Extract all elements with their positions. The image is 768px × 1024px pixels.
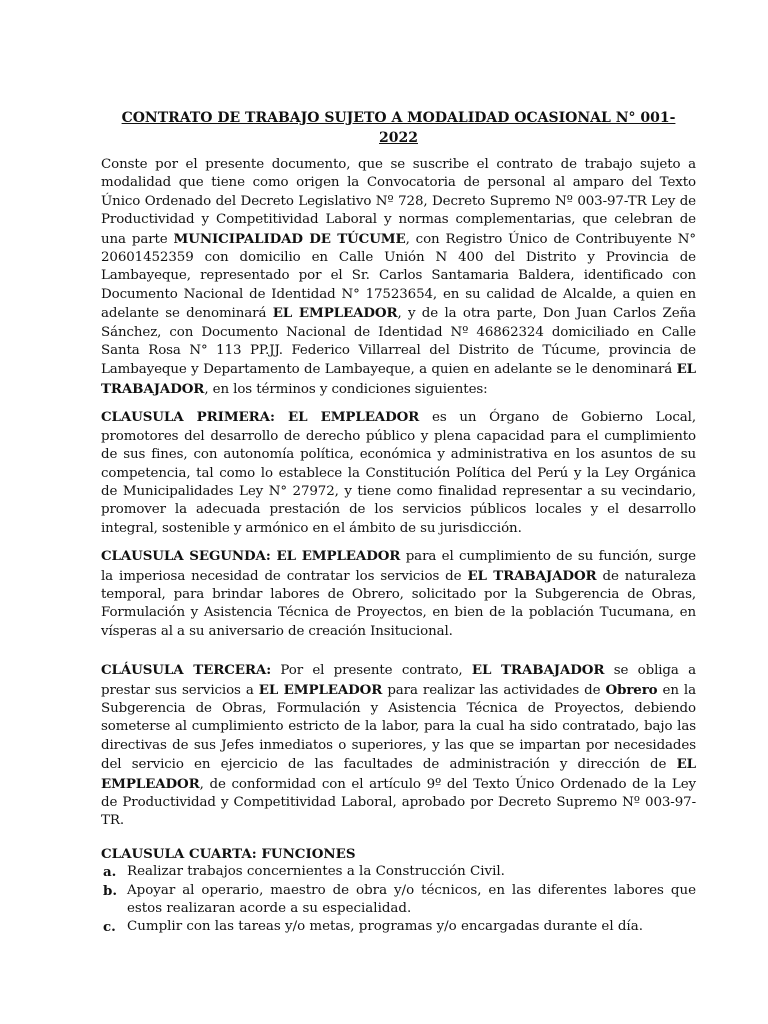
clause-second-bold-worker: EL TRABAJADOR	[467, 567, 597, 584]
list-item	[101, 863, 696, 881]
intro-paragraph	[101, 156, 696, 399]
clause-second-text-2: de naturaleza temporal, para brindar labores de Obrero, solicitado por la Subgerencia de Obras, Formulación y Asistencia Técnica de Proyectos, en bien de la población Tucumana, en vísperas al a su aniversario de creación Insitucional.	[101, 568, 696, 639]
list-item	[101, 918, 696, 936]
clause-fourth-heading: CLAUSULA CUARTA: FUNCIONES	[101, 845, 356, 862]
clause-third-heading: CLÁUSULA TERCERA:	[101, 662, 272, 679]
functions-list	[101, 863, 696, 937]
intro-bold-worker: EL TRABAJADOR	[101, 361, 696, 397]
intro-bold-municipality: MUNICIPALIDAD DE TÚCUME	[173, 230, 406, 247]
clause-third-text-5: , de conformidad con el artículo 9º del Texto Único Ordenado de la Ley de Productividad y Competitividad Laboral, aprobado por Decreto Supremo Nº 003-97-TR.	[101, 776, 696, 829]
clause-third-bold-worker: EL TRABAJADOR	[471, 662, 605, 679]
clause-third	[101, 661, 696, 831]
list-marker: b.	[103, 882, 118, 899]
list-item	[101, 882, 696, 919]
clause-third-bold-role: Obrero	[605, 681, 658, 698]
list-item-text: Apoyar al operario, maestro de obra y/o técnicos, en las diferentes labores que estos realizaran acorde a su especialidad.	[127, 882, 696, 917]
clause-third-text-4: en la Subgerencia de Obras, Formulación y Asistencia Técnica de Proyectos, debiendo someterse al cumplimiento estricto de la labor, para la cual ha sido contratado, bajo las directivas de sus Jefes inmediatos o superiores, y las que se impartan por necesidades del servicio en ejercicio de las facultades de administración y dirección de	[101, 682, 696, 773]
clause-second-heading: CLAUSULA SEGUNDA: EL EMPLEADOR	[101, 548, 401, 565]
list-marker: a.	[103, 864, 117, 881]
clause-first-text: es un Órgano de Gobierno Local, promotores del desarrollo de derecho público y plena capacidad para el cumplimiento de sus fines, con autonomía política, económica y administrativa en los asuntos de su competencia, tal como lo establece la Constitución Política del Perú y la Ley Orgánica de Municipalidades Ley N° 27972, y tiene como finalidad representar a su vecindario, promover la adecuada prestación de los servicios públicos locales y el desarrollo integral, sostenible y armónico en el ámbito de su jurisdicción.	[101, 410, 696, 536]
clause-third-bold-employer-2: EL EMPLEADOR	[101, 756, 696, 792]
list-item-text: Realizar trabajos concernientes a la Construcción Civil.	[127, 864, 505, 880]
clause-third-bold-employer: EL EMPLEADOR	[258, 681, 383, 698]
intro-bold-employer: EL EMPLEADOR	[272, 305, 398, 322]
contract-title: CONTRATO DE TRABAJO SUJETO A MODALIDAD OCASIONAL N° 001-2022	[121, 110, 676, 146]
intro-text-1: Conste por el presente documento, que se suscribe el contrato de trabajo sujeto a modalidad que tiene como origen la Convocatoria de personal al amparo del Texto Único Ordenado del Decreto Legislativo Nº 728, Decreto Supremo Nº 003-97-TR Ley de Productividad y Competitividad Laboral y normas complementarias, que celebran de una parte	[101, 157, 696, 247]
clause-third-text-1: Por el presente contrato,	[271, 663, 472, 679]
intro-text-4: , en los términos y condiciones siguientes:	[204, 381, 488, 397]
clause-second-text-1: para el cumplimiento de su función, surge la imperiosa necesidad de contratar los servicios de	[101, 549, 696, 584]
intro-text-2: , con Registro Único de Contribuyente N° 20601452359 con domicilio en Calle Unión N 400 del Distrito y Provincia de Lambayeque, representado por el Sr. Carlos Santamaria Baldera, identificado con Documento Nacional de Identidad N° 17523654, en su calidad de Alcalde, a quien en adelante se denominará	[101, 231, 696, 322]
clause-first-heading: CLAUSULA PRIMERA: EL EMPLEADOR	[101, 409, 420, 426]
intro-text-3: , y de la otra parte, Don Juan Carlos Zeña Sánchez, con Documento Nacional de Identidad Nº 46862324 domiciliado en Calle Santa Rosa N° 113 PP.JJ. Federico Villarreal del Distrito de Túcume, provincia de Lambayeque y Departamento de Lambayeque, a quien en adelante se le denominará	[101, 306, 696, 378]
list-item-text: Cumplir con las tareas y/o metas, programas y/o encargadas durante el día.	[127, 919, 643, 935]
clause-third-text-3: para realizar las actividades de	[382, 682, 606, 698]
list-marker: c.	[103, 919, 116, 936]
clause-second	[101, 547, 696, 641]
clause-first	[101, 408, 696, 538]
clause-third-text-2: se obliga a prestar sus servicios a	[101, 663, 697, 698]
